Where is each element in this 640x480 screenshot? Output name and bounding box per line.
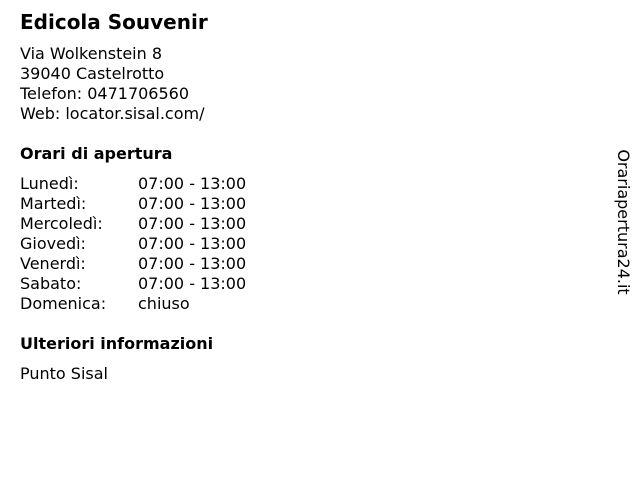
more-info-text: Punto Sisal bbox=[20, 364, 108, 383]
day-label: Giovedì: bbox=[20, 234, 86, 253]
phone-number: Telefon: 0471706560 bbox=[20, 84, 190, 103]
time-value: 07:00 - 13:00 bbox=[138, 194, 247, 213]
day-label: Sabato: bbox=[20, 274, 82, 293]
time-value: 07:00 - 13:00 bbox=[138, 234, 247, 253]
time-value: 07:00 - 13:00 bbox=[138, 174, 247, 193]
day-label: Lunedì: bbox=[20, 174, 79, 193]
store-address bbox=[20, 44, 204, 124]
day-label: Domenica: bbox=[20, 294, 107, 313]
time-value: 07:00 - 13:00 bbox=[138, 214, 247, 233]
day-label: Venerdì: bbox=[20, 254, 86, 273]
time-value: 07:00 - 13:00 bbox=[138, 274, 247, 293]
time-value: chiuso bbox=[138, 294, 190, 313]
opening-hours-heading: Orari di apertura bbox=[20, 144, 173, 163]
time-value: 07:00 - 13:00 bbox=[138, 254, 247, 273]
store-name: Edicola Souvenir bbox=[20, 10, 208, 34]
city-address: 39040 Castelrotto bbox=[20, 64, 165, 83]
brand-watermark: Orariapertura24.it bbox=[614, 149, 633, 295]
street-address: Via Wolkenstein 8 bbox=[20, 44, 163, 63]
day-label: Martedì: bbox=[20, 194, 87, 213]
more-info-heading: Ulteriori informazioni bbox=[20, 334, 214, 353]
day-label: Mercoledì: bbox=[20, 214, 103, 233]
website-link[interactable]: Web: locator.sisal.com/ bbox=[20, 104, 205, 123]
